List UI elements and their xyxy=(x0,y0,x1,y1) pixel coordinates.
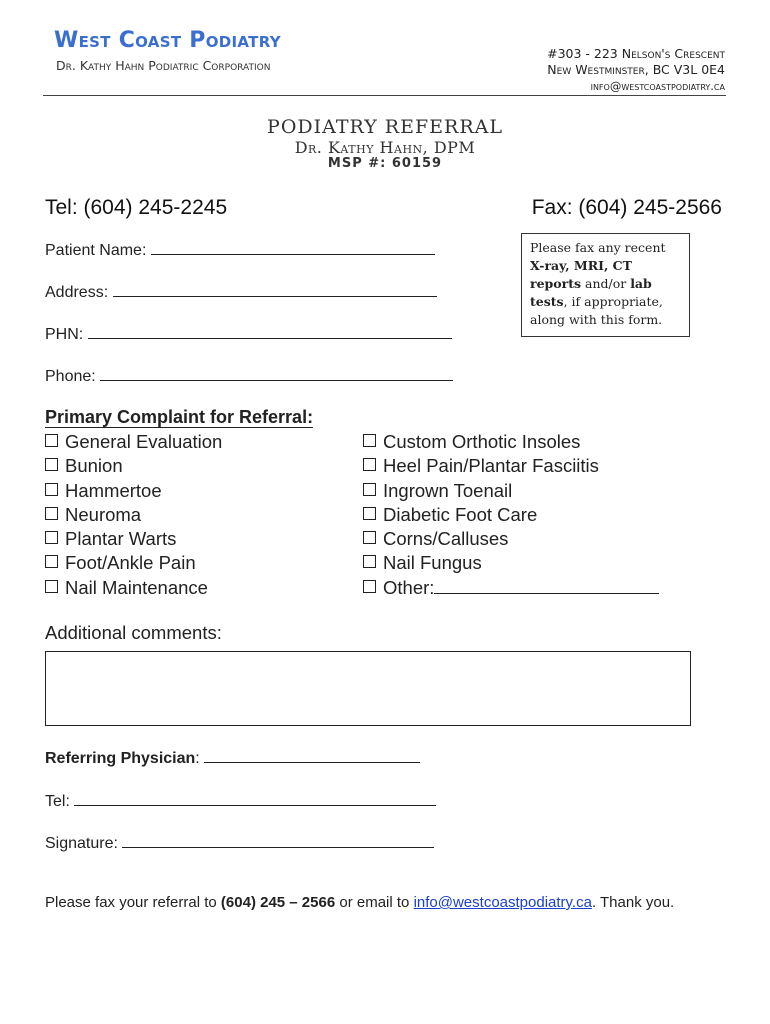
checkbox-icon[interactable] xyxy=(45,555,58,568)
signature-input[interactable] xyxy=(122,833,434,848)
complaint-right-column xyxy=(363,431,659,601)
patient-name-input[interactable] xyxy=(151,240,435,255)
referring-tel-label: Tel: xyxy=(45,793,70,810)
note-bold-1: X-ray, MRI, CT xyxy=(530,258,632,273)
checkbox-icon[interactable] xyxy=(363,483,376,496)
checkbox-icon[interactable] xyxy=(363,580,376,593)
note-bold-2: reports xyxy=(530,276,582,291)
fax-reports-note xyxy=(521,233,690,337)
complaint-option[interactable] xyxy=(45,577,222,601)
referring-physician-field xyxy=(45,748,420,768)
complaint-option[interactable] xyxy=(363,552,659,576)
checkbox-icon[interactable] xyxy=(363,531,376,544)
complaint-option-label: Other: xyxy=(383,576,435,598)
clinic-tel: Tel: (604) 245-2245 xyxy=(45,196,228,219)
referring-tel-field xyxy=(45,791,436,811)
doctor-name: Dr. Kathy Hahn, DPM xyxy=(294,138,476,157)
note-text-2: and/or xyxy=(581,276,631,291)
complaint-option[interactable] xyxy=(363,504,659,528)
footer-suffix: . Thank you. xyxy=(591,894,675,911)
phn-field xyxy=(45,324,452,344)
checkbox-icon[interactable] xyxy=(45,458,58,471)
signature-field xyxy=(45,833,434,853)
complaint-option-label: Bunion xyxy=(65,455,123,477)
checkbox-icon[interactable] xyxy=(363,458,376,471)
msp-number: MSP #: 60159 xyxy=(327,156,443,171)
checkbox-icon[interactable] xyxy=(363,555,376,568)
complaint-option-other[interactable] xyxy=(363,577,659,601)
complaint-option-label: Nail Fungus xyxy=(383,552,482,574)
note-text-4: along with this form. xyxy=(530,312,663,327)
address-line-2: New Westminster, BC V3L 0E4 xyxy=(547,62,725,77)
phone-field xyxy=(45,366,453,386)
complaint-option-label: Hammertoe xyxy=(65,479,162,501)
referring-tel-input[interactable] xyxy=(74,791,436,806)
complaint-option-label: Ingrown Toenail xyxy=(383,479,513,501)
footer-middle: or email to xyxy=(335,894,414,911)
comments-textarea[interactable] xyxy=(45,651,691,726)
complaint-option[interactable] xyxy=(45,552,222,576)
phone-input[interactable] xyxy=(100,366,453,381)
complaint-option-label: Heel Pain/Plantar Fasciitis xyxy=(383,455,599,477)
referring-physician-input[interactable] xyxy=(204,748,420,763)
phone-label: Phone: xyxy=(45,368,96,385)
corporation-name: Dr. Kathy Hahn Podiatric Corporation xyxy=(56,58,271,73)
complaint-option[interactable] xyxy=(363,455,659,479)
address-input[interactable] xyxy=(113,282,437,297)
note-bold-4: tests xyxy=(530,294,564,309)
patient-name-field xyxy=(45,240,435,260)
address-label: Address: xyxy=(45,284,109,301)
header-divider xyxy=(43,95,726,96)
complaint-option[interactable] xyxy=(45,480,222,504)
complaint-option-label: Diabetic Foot Care xyxy=(383,503,538,525)
footer-prefix: Please fax your referral to xyxy=(45,894,221,911)
checkbox-icon[interactable] xyxy=(45,531,58,544)
complaint-option[interactable] xyxy=(45,455,222,479)
form-title: PODIATRY REFERRAL xyxy=(267,116,503,138)
complaint-option-label: Neuroma xyxy=(65,503,142,525)
footer-instructions xyxy=(45,894,674,911)
brand-name: West Coast Podiatry xyxy=(54,28,281,53)
complaint-option[interactable] xyxy=(45,431,222,455)
note-text-3: , if appropriate, xyxy=(563,294,663,309)
referring-physician-colon: : xyxy=(195,750,200,767)
complaint-option[interactable] xyxy=(363,528,659,552)
checkbox-icon[interactable] xyxy=(45,483,58,496)
checkbox-icon[interactable] xyxy=(363,507,376,520)
complaint-option[interactable] xyxy=(363,431,659,455)
clinic-email: info@westcoastpodiatry.ca xyxy=(590,79,725,93)
complaint-option-label: Plantar Warts xyxy=(65,528,177,550)
footer-email-link[interactable]: info@westcoastpodiatry.ca xyxy=(413,894,592,911)
checkbox-icon[interactable] xyxy=(45,434,58,447)
clinic-address xyxy=(547,46,725,94)
footer-fax: (604) 245 – 2566 xyxy=(220,894,336,911)
address-field xyxy=(45,282,437,302)
note-text-1: Please fax any recent xyxy=(530,240,666,255)
complaint-option[interactable] xyxy=(363,480,659,504)
phn-label: PHN: xyxy=(45,326,84,343)
checkbox-icon[interactable] xyxy=(45,580,58,593)
comments-label: Additional comments: xyxy=(45,622,222,643)
patient-name-label: Patient Name: xyxy=(45,242,147,259)
referring-physician-label: Referring Physician xyxy=(45,750,196,767)
clinic-fax: Fax: (604) 245-2566 xyxy=(531,196,722,219)
signature-label: Signature: xyxy=(45,835,118,852)
other-input[interactable] xyxy=(434,577,659,594)
complaint-option[interactable] xyxy=(45,528,222,552)
complaint-section-title: Primary Complaint for Referral: xyxy=(45,407,314,427)
checkbox-icon[interactable] xyxy=(45,507,58,520)
phn-input[interactable] xyxy=(88,324,452,339)
complaint-left-column xyxy=(45,431,222,601)
note-bold-3: lab xyxy=(630,276,652,291)
complaint-option-label: Custom Orthotic Insoles xyxy=(383,431,581,452)
complaint-option-label: Nail Maintenance xyxy=(65,576,208,598)
complaint-option-label: Foot/Ankle Pain xyxy=(65,552,196,574)
complaint-option-label: General Evaluation xyxy=(65,431,223,452)
complaint-option[interactable] xyxy=(45,504,222,528)
checkbox-icon[interactable] xyxy=(363,434,376,447)
complaint-option-label: Corns/Calluses xyxy=(383,528,509,550)
address-line-1: #303 - 223 Nelson's Crescent xyxy=(547,46,725,61)
